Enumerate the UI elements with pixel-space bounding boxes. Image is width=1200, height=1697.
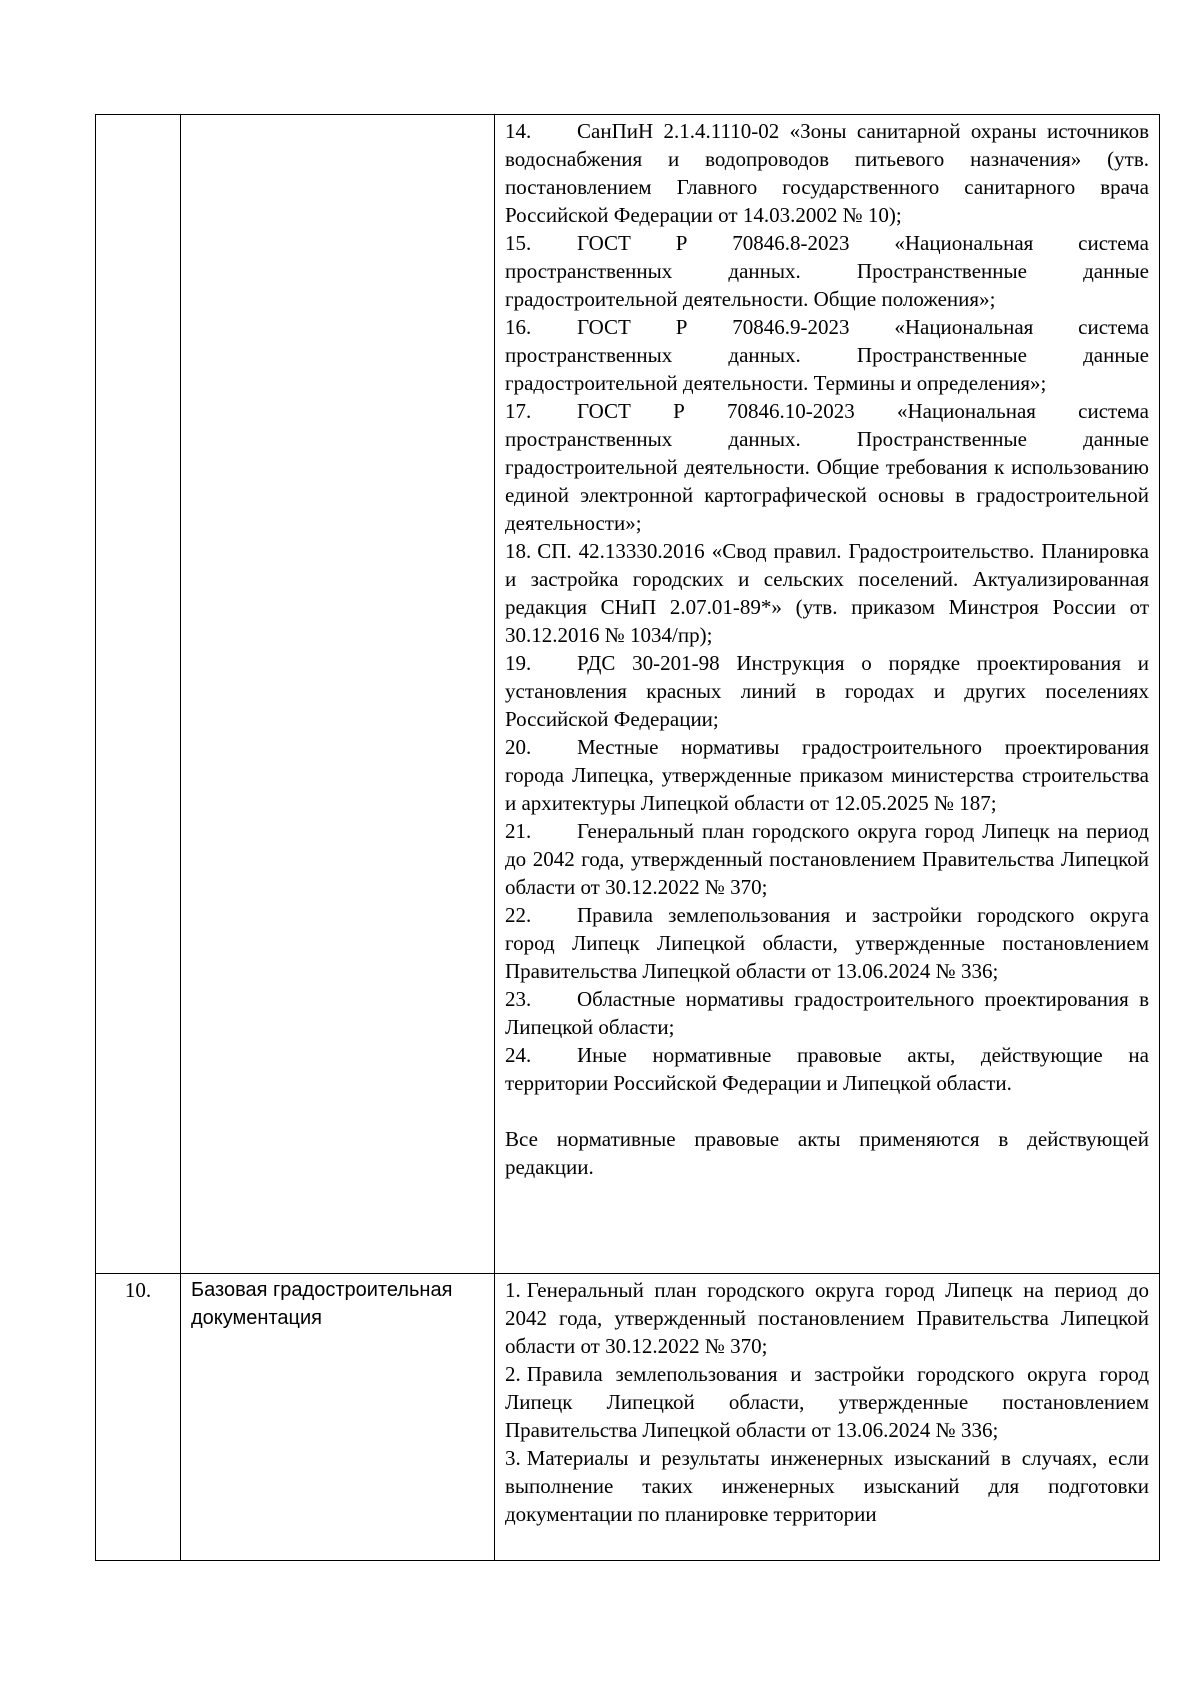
row-number-cell xyxy=(96,115,181,1274)
item-number: 16. xyxy=(505,315,532,339)
list-item xyxy=(505,229,1149,313)
item-text: Материалы и результаты инженерных изысканий в случаях, если выполнение таких инженерных изысканий для подготовки документации по планировке территории xyxy=(505,1446,1149,1526)
list-item xyxy=(505,397,1149,537)
list-item xyxy=(505,1444,1149,1528)
list-item xyxy=(505,1276,1149,1360)
item-number: 24. xyxy=(505,1043,532,1067)
paragraph-gap xyxy=(505,1097,1149,1125)
list-item xyxy=(505,817,1149,901)
list-item xyxy=(505,117,1149,229)
item-number: 15. xyxy=(505,231,532,255)
item-text: ГОСТ Р 70846.10-2023 «Национальная система пространственных данных. Пространственные данные градостроительной деятельности. Общие требования к использованию единой электронной картографической основы в градостроительной деятельности»; xyxy=(505,399,1149,535)
item-number: 20. xyxy=(505,735,532,759)
row-content-cell xyxy=(495,1274,1160,1561)
item-number: 2. xyxy=(505,1362,521,1386)
item-text: СанПиН 2.1.4.1110-02 «Зоны санитарной охраны источников водоснабжения и водопроводов питьевого назначения» (утв. постановлением Главного государственного санитарного врача Российской Федерации от 14.03.2002 № 10); xyxy=(505,119,1149,227)
row-name-cell: Базовая градостроительная документация xyxy=(181,1274,495,1561)
row-number-cell: 10. xyxy=(96,1274,181,1561)
list-item xyxy=(505,1041,1149,1097)
list-item xyxy=(505,901,1149,985)
item-number: 17. xyxy=(505,399,532,423)
requirements-table xyxy=(95,114,1160,1561)
table-row xyxy=(96,1274,1160,1561)
list-item xyxy=(505,537,1149,649)
item-text: СП. 42.13330.2016 «Свод правил. Градостроительство. Планировка и застройка городских и сельских поселений. Актуализированная редакция СНиП 2.07.01-89*» (утв. приказом Минстроя России от 30.12.2016 № 1034/пр); xyxy=(505,539,1149,647)
item-number: 14. xyxy=(505,119,532,143)
list-item xyxy=(505,985,1149,1041)
closing-note: Все нормативные правовые акты применяются в действующей редакции. xyxy=(505,1127,1149,1179)
item-text: ГОСТ Р 70846.9-2023 «Национальная система пространственных данных. Пространственные данные градостроительной деятельности. Термины и определения»; xyxy=(505,315,1149,395)
item-text: Иные нормативные правовые акты, действующие на территории Российской Федерации и Липецкой области. xyxy=(505,1043,1149,1095)
item-number: 3. xyxy=(505,1446,521,1470)
row-name-cell xyxy=(181,115,495,1274)
item-number: 22. xyxy=(505,903,532,927)
list-item xyxy=(505,313,1149,397)
item-number: 23. xyxy=(505,987,532,1011)
item-number: 19. xyxy=(505,651,532,675)
item-number: 18. xyxy=(505,539,532,563)
item-text: Правила землепользования и застройки городского округа город Липецк Липецкой области, утвержденные постановлением Правительства Липецкой области от 13.06.2024 № 336; xyxy=(505,1362,1149,1442)
list-item xyxy=(505,1360,1149,1444)
item-number: 21. xyxy=(505,819,532,843)
item-text: РДС 30-201-98 Инструкция о порядке проектирования и установления красных линий в городах и других поселениях Российской Федерации; xyxy=(505,651,1149,731)
table-row xyxy=(96,115,1160,1274)
item-text: Местные нормативы градостроительного проектирования города Липецка, утвержденные приказом министерства строительства и архитектуры Липецкой области от 12.05.2025 № 187; xyxy=(505,735,1149,815)
item-text: Генеральный план городского округа город Липецк на период до 2042 года, утвержденный постановлением Правительства Липецкой области от 30.12.2022 № 370; xyxy=(505,819,1149,899)
item-number: 1. xyxy=(505,1278,521,1302)
list-item xyxy=(505,649,1149,733)
item-text: Областные нормативы градостроительного проектирования в Липецкой области; xyxy=(505,987,1149,1039)
row-content-cell xyxy=(495,115,1160,1274)
list-item xyxy=(505,733,1149,817)
item-text: ГОСТ Р 70846.8-2023 «Национальная система пространственных данных. Пространственные данные градостроительной деятельности. Общие положения»; xyxy=(505,231,1149,311)
item-text: Правила землепользования и застройки городского округа город Липецк Липецкой области, утвержденные постановлением Правительства Липецкой области от 13.06.2024 № 336; xyxy=(505,903,1149,983)
item-text: Генеральный план городского округа город Липецк на период до 2042 года, утвержденный постановлением Правительства Липецкой области от 30.12.2022 № 370; xyxy=(505,1278,1149,1358)
